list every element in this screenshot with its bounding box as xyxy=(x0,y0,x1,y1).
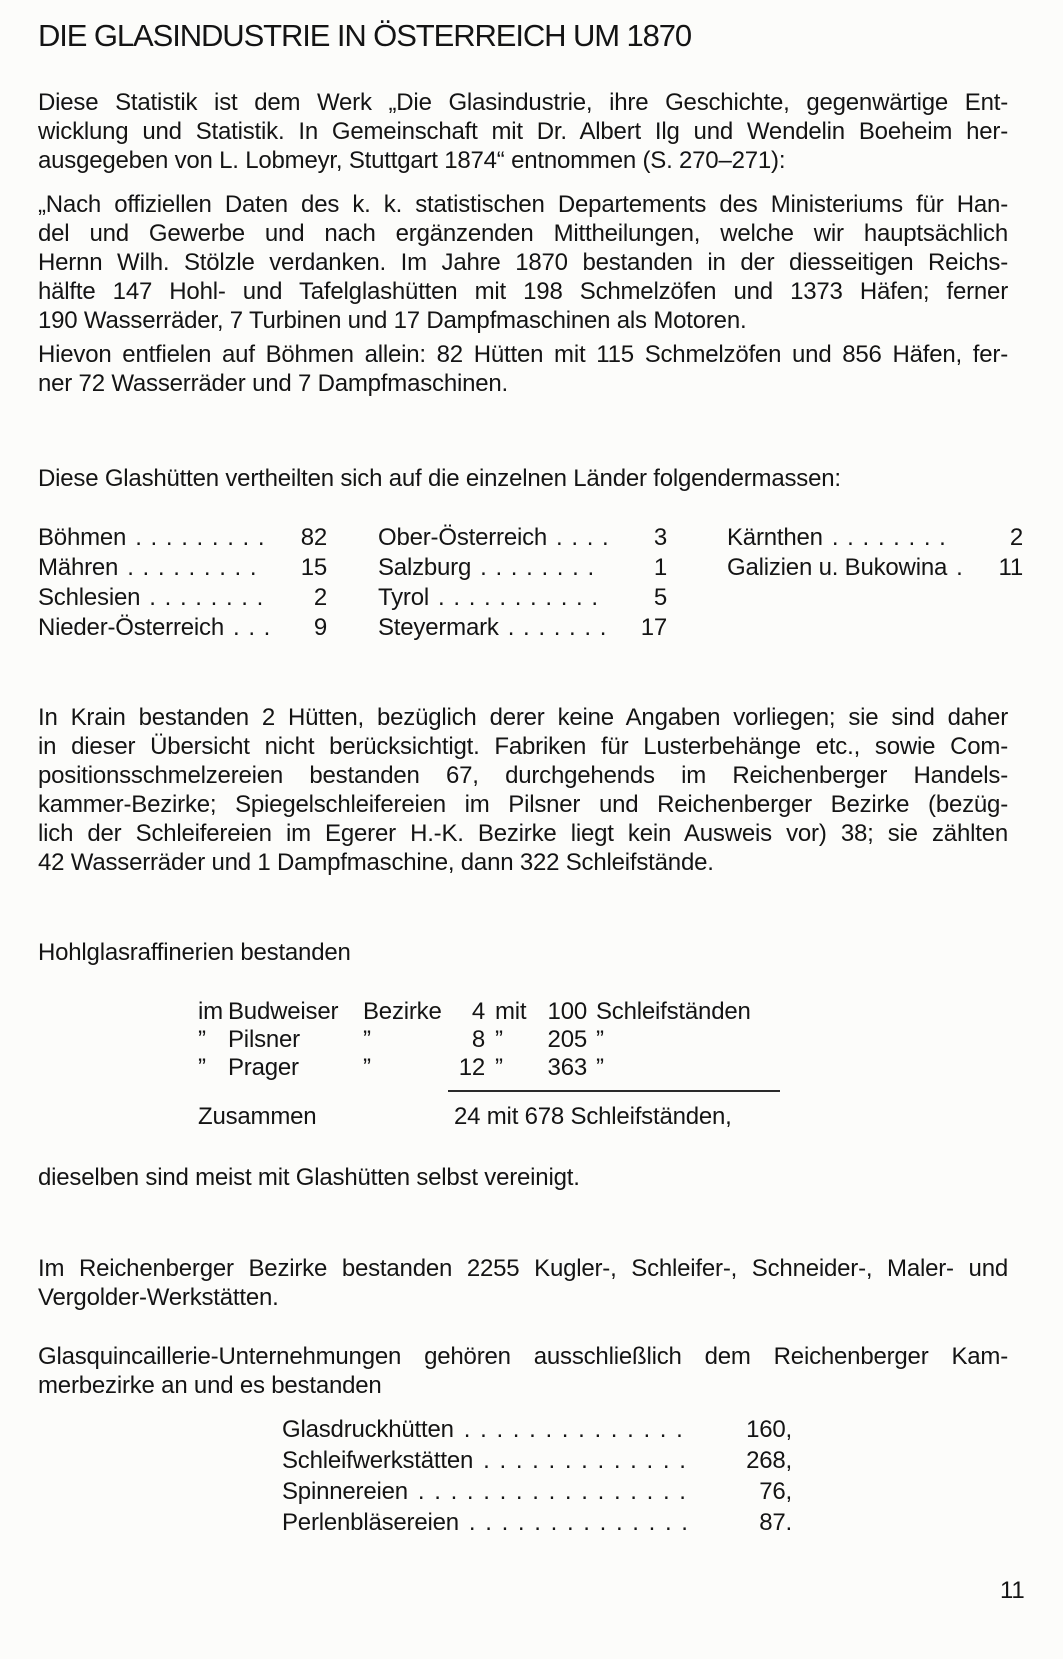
paragraph-krain xyxy=(38,703,1008,877)
text-line: Glasquincaillerie-Unternehmungen gehören ausschließlich dem Reichenberger Kam- xyxy=(38,1343,1008,1370)
dot-leader: . . . . . . . . . . . . . . xyxy=(468,1509,690,1536)
text-line: Im Reichenberger Bezirke bestanden 2255 Kugler-, Schleifer-, Schneider-, Maler- und xyxy=(38,1255,1008,1282)
text-line: In Krain bestanden 2 Hütten, bezüglich derer keine Angaben vorliegen; sie sind daher xyxy=(38,704,1008,731)
distribution-column-2 xyxy=(378,523,667,643)
text-line: Hernn Wilh. Stölzle verdanken. Im Jahre 1870 bestanden in der diesseitigen Reichs- xyxy=(38,249,1008,276)
text-line: Hievon entfielen auf Böhmen allein: 82 Hütten mit 115 Schmelzöfen und 856 Häfen, fer- xyxy=(38,341,1008,368)
region-name: Steyermark xyxy=(378,614,499,641)
dot-leader: . . . . . . . . . . . . . . . . . xyxy=(417,1478,688,1505)
list-item xyxy=(38,553,327,583)
text-line: „Nach offiziellen Daten des k. k. statistischen Departements des Ministeriums für Han- xyxy=(38,191,1008,218)
table-row xyxy=(198,1054,758,1082)
cell: Budweiser xyxy=(228,998,339,1025)
list-item xyxy=(282,1476,792,1507)
region-count: 5 xyxy=(653,584,667,611)
ditto-mark: ” xyxy=(198,1026,206,1053)
workshop-name: Glasdruckhütten xyxy=(282,1416,454,1443)
workshop-name: Schleifwerkstätten xyxy=(282,1447,474,1474)
list-item xyxy=(378,553,667,583)
text-line: merbezirke an und es bestanden xyxy=(38,1372,382,1399)
text-line: in dieser Übersicht nicht berücksichtigt. Fabriken für Lusterbehänge etc., sowie Com- xyxy=(38,733,1008,760)
workshop-count: 160, xyxy=(746,1416,792,1443)
region-name: Kärnthen xyxy=(727,524,823,551)
refineries-heading xyxy=(38,938,1008,967)
ditto-mark: ” xyxy=(596,1026,604,1053)
page-number: 11 xyxy=(1000,1577,1025,1604)
list-item xyxy=(378,613,667,643)
region-count: 9 xyxy=(313,614,327,641)
distribution-intro-text: Diese Glashütten vertheilten sich auf die einzelnen Länder folgendermassen: xyxy=(38,465,841,492)
dot-leader: . . . . . . . xyxy=(507,614,608,641)
region-count: 1 xyxy=(653,554,667,581)
ditto-mark: ” xyxy=(495,1026,503,1053)
dot-leader: . . . xyxy=(233,614,272,641)
list-item xyxy=(727,553,1023,583)
region-count: 17 xyxy=(640,614,667,641)
cell: 363 xyxy=(547,1054,587,1081)
text-line: del und Gewerbe und nach ergänzenden Mittheilungen, welche wir hauptsächlich xyxy=(38,220,1008,247)
dot-leader: . . . . . . . . xyxy=(149,584,265,611)
region-name: Böhmen xyxy=(38,524,127,551)
table-row xyxy=(198,998,758,1026)
distribution-intro xyxy=(38,464,1008,493)
refineries-table xyxy=(198,998,758,1138)
paragraph-glasquincaillerie xyxy=(38,1342,1008,1400)
dot-leader: . . . . . . . . . . . . . xyxy=(483,1447,688,1474)
region-count: 2 xyxy=(1009,524,1023,551)
workshop-count: 76, xyxy=(759,1478,792,1505)
text-line: Diese Statistik ist dem Werk „Die Glasindustrie, ihre Geschichte, gegenwärtige Ent- xyxy=(38,89,1008,116)
dot-leader: . . . . . . . . . xyxy=(127,554,258,581)
ditto-mark: ” xyxy=(363,1026,371,1053)
dot-leader: . . . . . . . . . xyxy=(135,524,266,551)
ditto-mark: ” xyxy=(363,1054,371,1081)
refineries-heading-text: Hohlglasraffinerien bestanden xyxy=(38,939,351,966)
list-item xyxy=(282,1507,792,1538)
workshop-count: 268, xyxy=(746,1447,792,1474)
ditto-mark: ” xyxy=(198,1054,206,1081)
region-name: Tyrol xyxy=(378,584,430,611)
cell: Prager xyxy=(228,1054,299,1081)
region-count: 11 xyxy=(998,554,1023,581)
distribution-column-3 xyxy=(727,523,1023,583)
text-line: 190 Wasserräder, 7 Turbinen und 17 Dampfmaschinen als Motoren. xyxy=(38,307,747,334)
ditto-mark: ” xyxy=(495,1054,503,1081)
workshop-name: Spinnereien xyxy=(282,1478,408,1505)
paragraph-source xyxy=(38,88,1008,175)
cell: Bezirke xyxy=(363,998,442,1025)
workshops-table xyxy=(282,1414,792,1538)
cell: 205 xyxy=(547,1026,587,1053)
paragraph-vereinigt-text: dieselben sind meist mit Glashütten selbst vereinigt. xyxy=(38,1164,580,1191)
sum-rule xyxy=(448,1090,780,1092)
dot-leader: . . . . . . . . . . . xyxy=(438,584,600,611)
cell: im xyxy=(198,998,223,1025)
list-item xyxy=(282,1414,792,1445)
dot-leader: . . . . xyxy=(556,524,610,551)
region-count: 82 xyxy=(300,524,327,551)
region-name: Galizien u. Bukowina xyxy=(727,554,948,581)
text-line: Vergolder-Werkstätten. xyxy=(38,1284,279,1311)
text-line: positionsschmelzereien bestanden 67, durchgehends im Reichenberger Handels- xyxy=(38,762,1008,789)
region-name: Salzburg xyxy=(378,554,472,581)
ditto-mark: ” xyxy=(596,1054,604,1081)
cell: Pilsner xyxy=(228,1026,300,1053)
list-item xyxy=(378,583,667,613)
text-line: wicklung und Statistik. In Gemeinschaft mit Dr. Albert Ilg und Wendelin Boeheim her- xyxy=(38,118,1008,145)
region-count: 3 xyxy=(653,524,667,551)
list-item xyxy=(282,1445,792,1476)
paragraph-statistics xyxy=(38,190,1008,335)
list-item xyxy=(378,523,667,553)
paragraph-vereinigt xyxy=(38,1163,1008,1192)
region-name: Schlesien xyxy=(38,584,141,611)
total-label: Zusammen xyxy=(198,1103,317,1130)
paragraph-bohemia xyxy=(38,340,1008,398)
text-line: lich der Schleifereien im Egerer H.-K. Bezirke liegt kein Ausweis vor) 38; sie zählten xyxy=(38,820,1008,847)
cell: 12 xyxy=(458,1054,485,1081)
cell: 8 xyxy=(471,1026,485,1053)
distribution-table xyxy=(38,523,1023,653)
cell: Schleifständen xyxy=(596,998,751,1025)
text-line: hälfte 147 Hohl- und Tafelglashütten mit 198 Schmelzöfen und 1373 Häfen; ferner xyxy=(38,278,1008,305)
region-name: Mähren xyxy=(38,554,119,581)
total-value: 24 mit 678 Schleifständen, xyxy=(454,1103,732,1130)
list-item xyxy=(38,583,327,613)
workshop-count: 87. xyxy=(759,1509,792,1536)
dot-leader: . . . . . . . . xyxy=(831,524,947,551)
region-count: 2 xyxy=(313,584,327,611)
page-title: DIE GLASINDUSTRIE IN ÖSTERREICH UM 1870 xyxy=(38,18,692,53)
text-line: kammer-Bezirke; Spiegelschleifereien im Pilsner und Reichenberger Bezirke (bezüg- xyxy=(38,791,1008,818)
region-name: Ober-Österreich xyxy=(378,524,548,551)
dot-leader: . . . . . . . . xyxy=(480,554,596,581)
text-line: ausgegeben von L. Lobmeyr, Stuttgart 1874“ entnommen (S. 270–271): xyxy=(38,147,786,174)
list-item xyxy=(38,523,327,553)
list-item xyxy=(38,613,327,643)
paragraph-reichenberger xyxy=(38,1254,1008,1312)
text-line: 42 Wasserräder und 1 Dampfmaschine, dann 322 Schleifstände. xyxy=(38,849,714,876)
table-row xyxy=(198,1026,758,1054)
cell: mit xyxy=(495,998,527,1025)
text-line: ner 72 Wasserräder und 7 Dampfmaschinen. xyxy=(38,370,509,397)
cell: 4 xyxy=(471,998,485,1025)
dot-leader: . . . . . . . . . . . . . . xyxy=(463,1416,685,1443)
dot-leader: . xyxy=(956,554,964,581)
region-name: Nieder-Österreich xyxy=(38,614,224,641)
list-item xyxy=(727,523,1023,553)
cell: 100 xyxy=(547,998,587,1025)
workshop-name: Perlenbläsereien xyxy=(282,1509,459,1536)
region-count: 15 xyxy=(300,554,327,581)
distribution-column-1 xyxy=(38,523,327,643)
